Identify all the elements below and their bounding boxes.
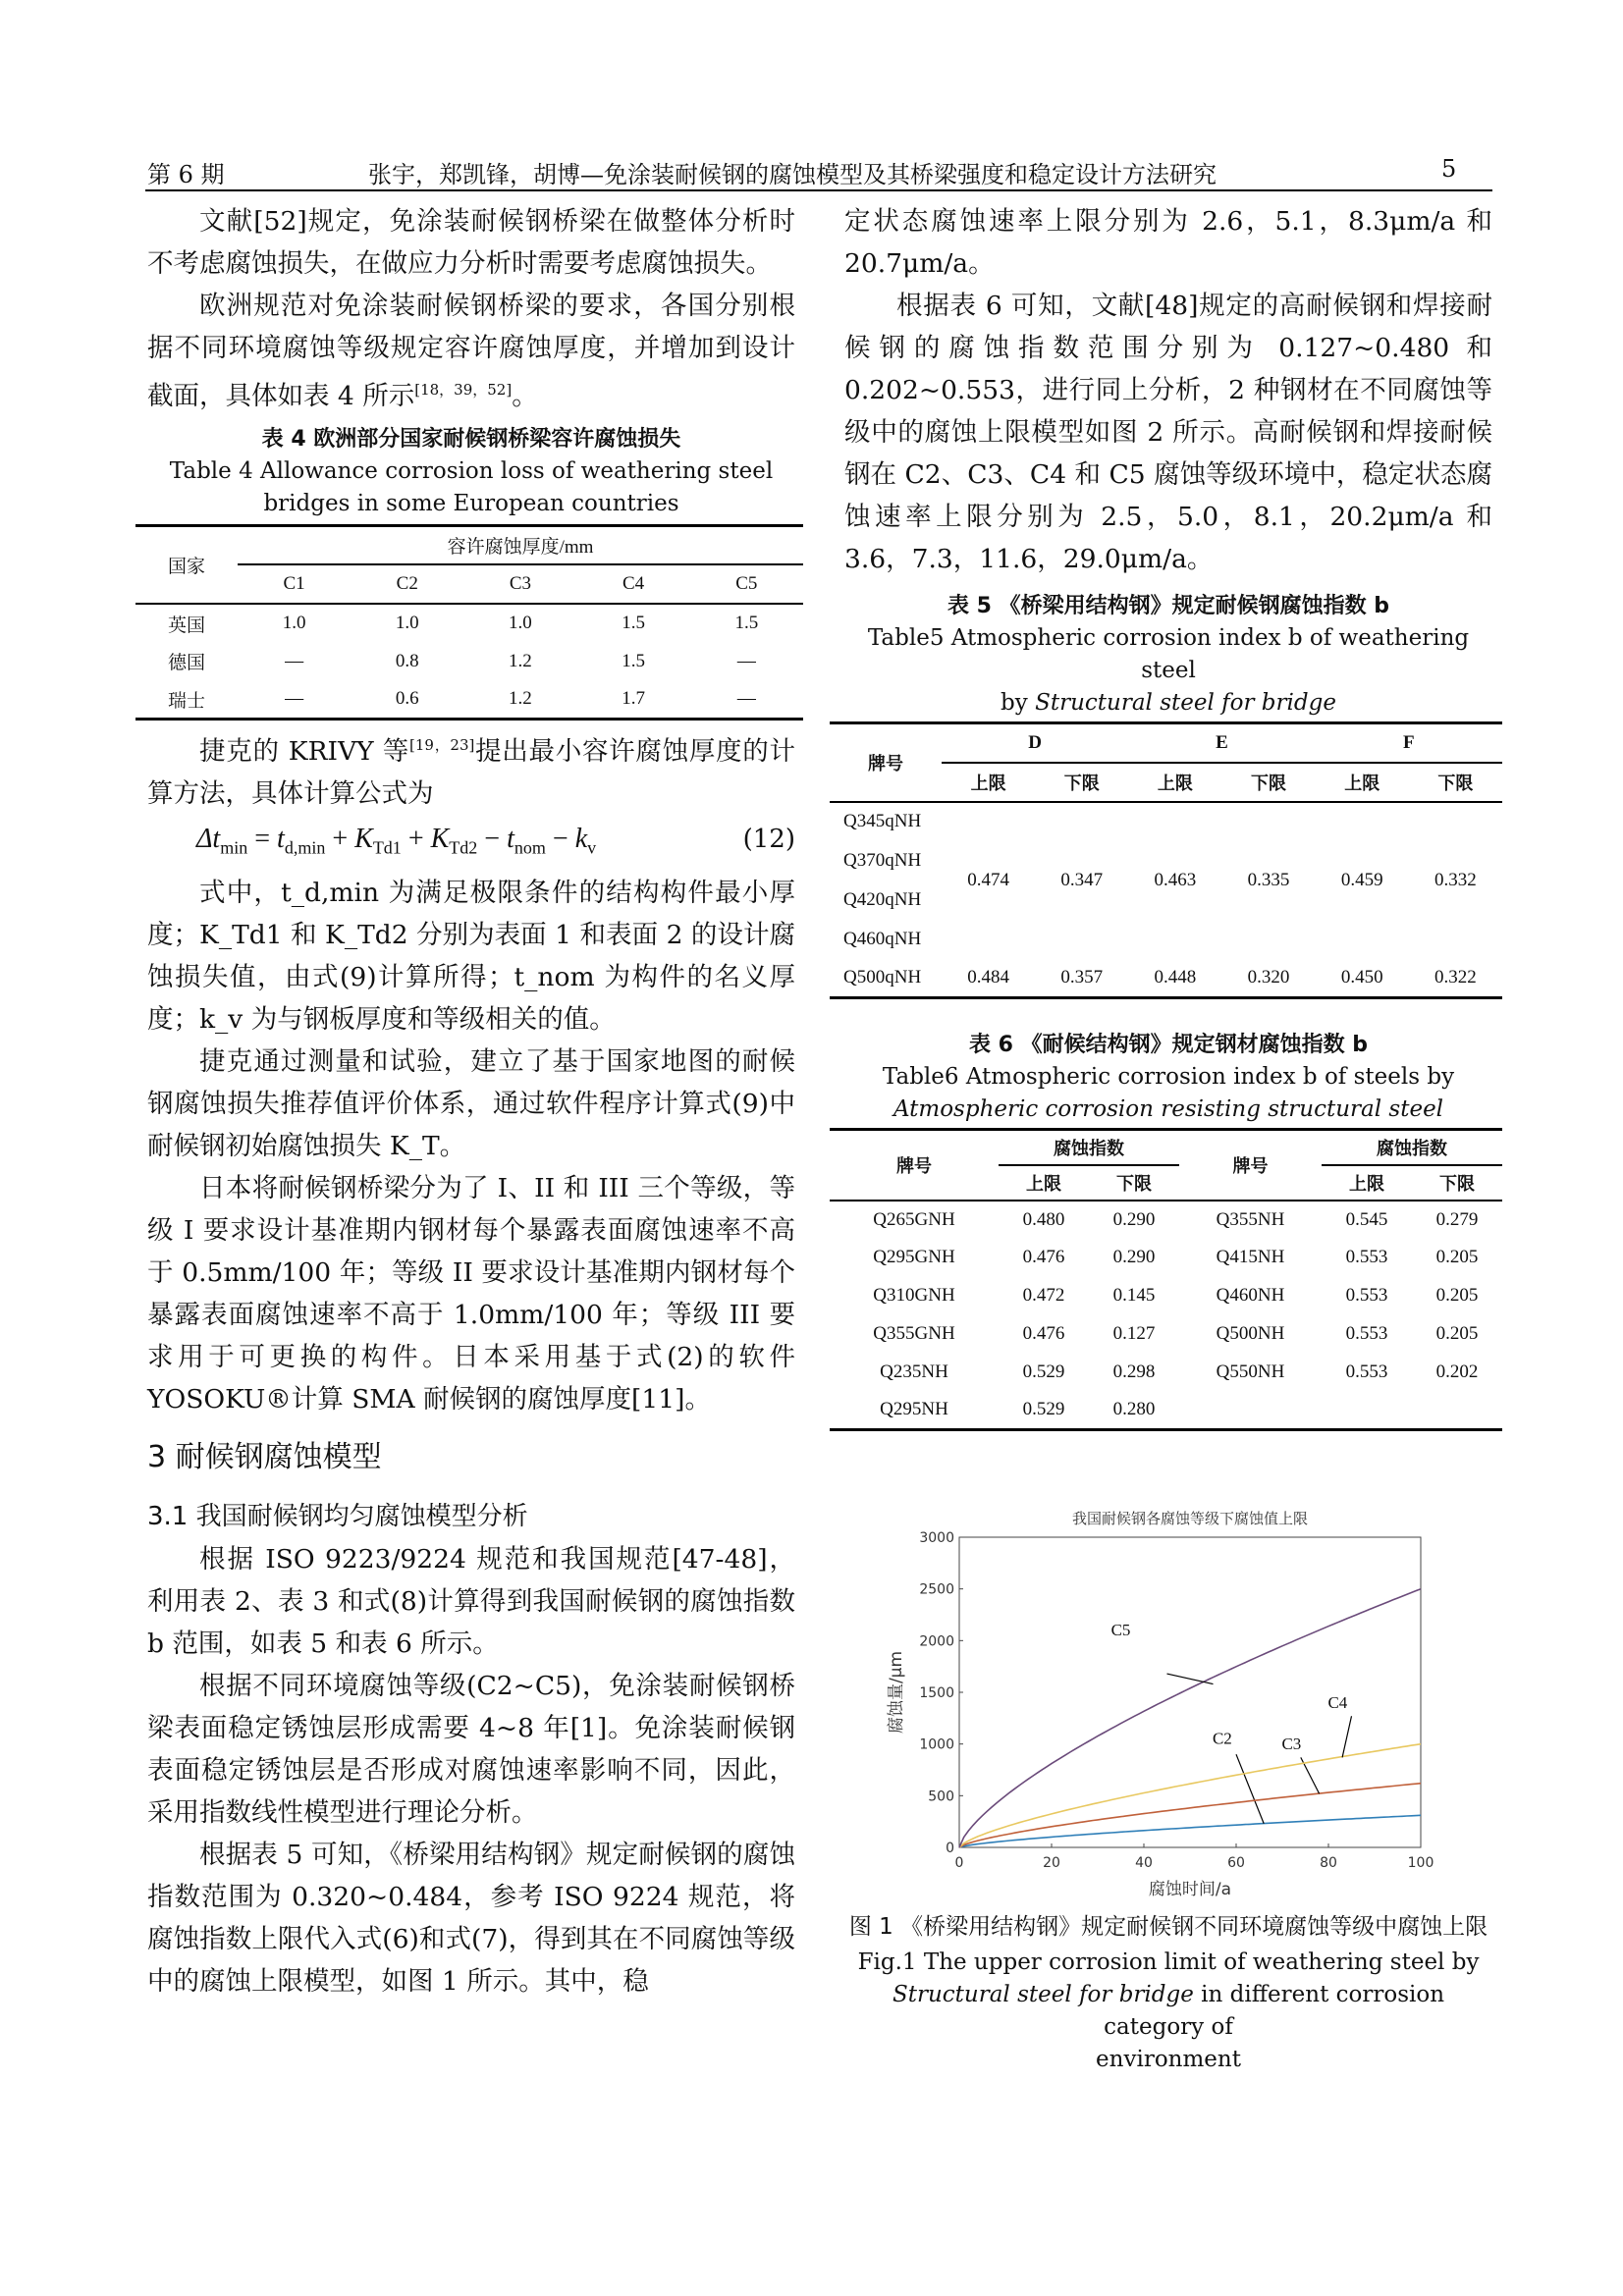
column-header: C1 (283, 573, 305, 595)
x-tick-label: 60 (1227, 1855, 1245, 1871)
table-row (830, 1392, 1502, 1430)
table-cell: 0.290 (1112, 1247, 1156, 1267)
table6-caption-en: Table6 Atmospheric corrosion index b of steels by (882, 1064, 1455, 1090)
page-number: 5 (1441, 155, 1457, 183)
table-cell: 0.320 (1247, 966, 1290, 988)
table-cell: 0.484 (967, 966, 1009, 988)
table-cell: 0.298 (1112, 1362, 1156, 1382)
y-tick-label: 1000 (919, 1736, 954, 1753)
grade-cell: Q500qNH (843, 966, 922, 988)
column-header: 下限 (1251, 773, 1287, 794)
column-group-header: D (942, 723, 1128, 763)
table-cell: Q265GNH (873, 1208, 955, 1230)
figure1-caption-en-3: environment (1096, 2047, 1241, 2072)
table-cell: Q235NH (880, 1362, 948, 1382)
table-cell: 0.202 (1435, 1362, 1479, 1382)
table-cell: 1.2 (509, 688, 532, 710)
column-header: 牌号 (895, 1155, 932, 1177)
table-cell: — (285, 650, 304, 671)
right-column (844, 200, 1492, 2076)
paragraph: 捷克通过测量和试验，建立了基于国家地图的耐候钢腐蚀损失推荐值评价体系，通过软件程序计算式(9)中耐候钢初始腐蚀损失 K_T。 (147, 1046, 795, 1162)
table-cell: 1.0 (509, 613, 532, 634)
paragraph: 根据表 6 可知，文献[48]规定的高耐候钢和焊接耐候钢的腐蚀指数范围分别为 0.127~0.480 和 0.202~0.553，进行同上分析，2 种钢材在不同腐蚀等级中的腐蚀上限模型如图 2 所示。高耐候钢和焊接耐候钢在 C2、C3、C4 和 C5 腐蚀等级环境中，稳定状态腐蚀速率上限分别为 2.5，5.0，8.1，20.2μm/a 和 3.6，7.3，11.6，29.0μm/a。 (844, 291, 1492, 574)
x-tick-label: 100 (1407, 1855, 1434, 1871)
table4-caption-en: Table 4 Allowance corrosion loss of weathering steel bridges in some European countries (169, 457, 774, 516)
paragraph: 文献[52]规定，免涂装耐候钢桥梁在做整体分析时不考虑腐蚀损失，在做应力分析时需要考虑腐蚀损失。 (147, 206, 795, 279)
table6-caption-zh: 表 6 《耐候结构钢》规定钢材腐蚀指数 b (968, 1033, 1369, 1057)
column-header: 上限 (1157, 773, 1193, 794)
table-cell: 0.553 (1345, 1247, 1388, 1267)
column-group-header: E (1128, 723, 1315, 763)
table-row (135, 604, 803, 642)
table-cell: 0.448 (1154, 966, 1197, 988)
equation-row (147, 817, 795, 871)
table-cell: Q295GNH (873, 1247, 955, 1267)
paragraph: 根据表 5 可知，《桥梁用结构钢》规定耐候钢的腐蚀指数范围为 0.320~0.484，参考 ISO 9224 规范，将腐蚀指数上限代入式(6)和式(7)，得到其在不同腐蚀等级中的腐蚀上限模型，如图 1 所示。其中，稳 (147, 1840, 795, 1998)
table-row (830, 1277, 1502, 1315)
table-cell: Q355NH (1216, 1208, 1285, 1230)
paragraph: 式中，t_d,min 为满足极限条件的结构构件最小厚度；K_Td1 和 K_Td2 分别为表面 1 和表面 2 的设计腐蚀损失值，由式(9)计算所得；t_nom 为构件的名义厚度；k_v 为与钢板厚度和等级相关的值。 (147, 878, 795, 1036)
table-cell: 0.322 (1434, 966, 1477, 988)
table-cell (1412, 1392, 1502, 1430)
x-tick-label: 20 (1043, 1855, 1060, 1871)
table-cell: 1.5 (622, 613, 645, 634)
column-header: 上限 (1344, 773, 1380, 794)
table-row (830, 1201, 1502, 1239)
x-tick-label: 80 (1320, 1855, 1337, 1871)
table-cell: Q310GNH (873, 1285, 955, 1306)
table-cell: 0.553 (1345, 1362, 1388, 1382)
y-tick-label: 2500 (919, 1581, 954, 1598)
y-tick-label: 1500 (919, 1685, 954, 1701)
table-cell: 0.8 (395, 650, 419, 671)
column-header: 下限 (1063, 773, 1100, 794)
table-cell: 1.7 (622, 688, 645, 710)
table4 (135, 524, 803, 721)
table-cell: Q500NH (1216, 1323, 1285, 1344)
table-row (830, 1354, 1502, 1392)
table-cell: 0.476 (1022, 1247, 1065, 1267)
x-tick-label: 0 (954, 1855, 964, 1871)
table5-caption-en: Table5 Atmospheric corrosion index b of weathering steel (867, 625, 1470, 683)
table6 (830, 1128, 1502, 1431)
series-label: C5 (1110, 1621, 1131, 1640)
table-cell: 0.205 (1435, 1285, 1479, 1306)
table-row (135, 642, 803, 680)
series-label: C3 (1281, 1734, 1302, 1753)
header-rule (145, 189, 1492, 191)
table-cell: Q550NH (1216, 1362, 1285, 1382)
paragraph: 欧洲规范对免涂装耐候钢桥梁的要求，各国分别根据不同环境腐蚀等级规定容许腐蚀厚度，并增加到设计截面，具体如表 4 所示[18，39，52]。 (147, 291, 795, 411)
table-cell: 0.335 (1247, 870, 1290, 890)
column-header: 上限 (1025, 1173, 1061, 1195)
figure1-caption-zh: 图 1 《桥梁用结构钢》规定耐候钢不同环境腐蚀等级中腐蚀上限 (848, 1914, 1488, 1940)
table-header-row (135, 525, 803, 564)
table-cell: 0.450 (1340, 966, 1383, 988)
table-cell: 0.290 (1112, 1208, 1156, 1230)
table5-caption-en-2: by Structural steel for bridge (1001, 690, 1336, 716)
plot-area (959, 1537, 1421, 1847)
column-header: 下限 (1438, 1173, 1475, 1195)
figure1-chart (884, 1500, 1434, 1902)
table-cell: 0.127 (1112, 1323, 1156, 1344)
table-cell: 0.476 (1022, 1323, 1065, 1344)
column-header: C3 (509, 573, 532, 595)
table-cell: 1.5 (622, 650, 645, 671)
section-heading: 3 耐候钢腐蚀模型 (147, 1440, 382, 1475)
column-header: 上限 (1348, 1173, 1384, 1195)
table-cell: 0.553 (1345, 1285, 1388, 1306)
table-cell: 0.279 (1435, 1208, 1479, 1230)
table-cell: 0.480 (1022, 1208, 1065, 1230)
table-cell: — (285, 688, 304, 710)
column-header: 下限 (1115, 1173, 1152, 1195)
grade-cell: Q420qNH (843, 888, 922, 910)
table-cell: 1.0 (282, 613, 306, 634)
series-label: C4 (1327, 1692, 1348, 1712)
table-cell (1322, 1392, 1412, 1430)
table6-caption-en-2: Atmospheric corrosion resisting structural steel (893, 1096, 1444, 1122)
table-cell: 0.347 (1060, 870, 1104, 890)
equation-12: $\Delta t_{min} = t_{d,min} + K_{Td1} + K_{Td2} - t_{nom} - k_v$ (196, 823, 597, 858)
figure1-caption-en-2: Structural steel for bridge in different corrosion category of (892, 1982, 1445, 2040)
table-cell: 1.2 (509, 650, 532, 671)
table-cell: 1.0 (395, 613, 419, 634)
table-cell: 0.205 (1435, 1323, 1479, 1344)
column-header: 国家 (167, 557, 205, 578)
table-cell: 英国 (167, 614, 205, 636)
table-cell: 0.529 (1022, 1362, 1065, 1382)
table-cell: 0.529 (1022, 1399, 1065, 1420)
grade-cell: Q345qNH (843, 811, 922, 831)
table-cell: 0.357 (1060, 966, 1104, 988)
grade-cell: Q460qNH (843, 928, 922, 949)
table-row (830, 802, 1502, 841)
left-column (147, 200, 795, 2002)
table-cell: 0.472 (1022, 1285, 1065, 1306)
y-tick-label: 0 (946, 1841, 954, 1856)
table-cell: 0.459 (1340, 870, 1383, 890)
column-header: 上限 (970, 773, 1006, 794)
table-cell: 瑞士 (167, 690, 205, 712)
column-header: 牌号 (868, 753, 903, 774)
table-cell (1179, 1392, 1322, 1430)
table-cell: Q355GNH (873, 1323, 955, 1344)
figure1-caption-en: Fig.1 The upper corrosion limit of weathering steel by (857, 1949, 1480, 1975)
table-cell: 0.205 (1435, 1247, 1479, 1267)
table-cell: 0.463 (1154, 870, 1197, 890)
running-title: 张宇，郑凯锋，胡博—免涂装耐候钢的腐蚀模型及其桥梁强度和稳定设计方法研究 (368, 161, 1217, 188)
table-cell: Q415NH (1216, 1247, 1285, 1267)
chart-title: 我国耐候钢各腐蚀等级下腐蚀值上限 (1071, 1510, 1309, 1527)
y-axis-label: 腐蚀量/μm (887, 1650, 906, 1735)
table-row (830, 1239, 1502, 1277)
table5-caption-zh: 表 5 《桥梁用结构钢》规定耐候钢腐蚀指数 b (947, 594, 1390, 618)
column-group-header: 容许腐蚀厚度/mm (238, 525, 803, 564)
column-header: C2 (396, 573, 418, 595)
issue-number: 第 6 期 (147, 161, 225, 188)
table-cell: 0.553 (1345, 1323, 1388, 1344)
table-cell: 0.280 (1112, 1399, 1156, 1420)
column-group-header: 腐蚀指数 (999, 1130, 1179, 1165)
y-tick-label: 500 (928, 1789, 954, 1805)
column-header: C5 (735, 573, 758, 595)
equation-number: (12) (742, 824, 795, 854)
column-header: 牌号 (1232, 1155, 1269, 1177)
table-cell: 0.545 (1345, 1208, 1388, 1230)
table-cell: 德国 (167, 653, 205, 674)
y-tick-label: 3000 (919, 1530, 954, 1546)
table-cell: 0.474 (967, 870, 1009, 890)
x-axis-label: 腐蚀时间/a (1148, 1880, 1232, 1899)
table-cell: 0.332 (1434, 870, 1477, 890)
table-cell: 0.145 (1112, 1285, 1156, 1306)
y-tick-label: 2000 (919, 1633, 954, 1650)
grade-cell: Q370qNH (843, 849, 922, 871)
paragraph: 根据 ISO 9223/9224 规范和我国规范[47-48]，利用表 2、表 3 和式(8)计算得到我国耐候钢的腐蚀指数 b 范围，如表 5 和表 6 所示。 (147, 1544, 795, 1660)
paragraph: 日本将耐候钢桥梁分为了 I、II 和 III 三个等级，等级 I 要求设计基准期内钢材每个暴露表面腐蚀速率不高于 0.5mm/100 年；等级 II 要求设计基准期内钢材每个暴露表面腐蚀速率不高于 1.0mm/100 年；等级 III 要求用于可更换的构件。日本采用基于式(2)的软件 YOSOKU®计算 SMA 耐候钢的腐蚀厚度[11]。 (147, 1173, 795, 1415)
column-group-header: 腐蚀指数 (1322, 1130, 1502, 1165)
column-group-header: F (1316, 723, 1502, 763)
table-row (830, 1315, 1502, 1354)
table-cell: 1.5 (734, 613, 759, 634)
column-header: C4 (622, 573, 645, 595)
table-row (830, 959, 1502, 998)
table-row (135, 680, 803, 719)
column-header: 下限 (1437, 773, 1474, 794)
table5 (830, 721, 1502, 999)
paragraph: 定状态腐蚀速率上限分别为 2.6，5.1，8.3μm/a 和 20.7μm/a。 (844, 206, 1492, 279)
series-label: C2 (1212, 1729, 1232, 1748)
subsection-heading: 3.1 我国耐候钢均匀腐蚀模型分析 (147, 1502, 528, 1532)
table-cell: 0.6 (395, 688, 419, 710)
table4-caption-zh: 表 4 欧洲部分国家耐候钢桥梁容许腐蚀损失 (261, 426, 681, 452)
table-cell: — (736, 688, 756, 710)
x-tick-label: 40 (1135, 1855, 1153, 1871)
table-cell: Q460NH (1216, 1285, 1285, 1306)
table-cell: — (736, 650, 756, 671)
table-cell: Q295NH (880, 1399, 948, 1420)
paragraph: 捷克的 KRIVY 等[19，23]提出最小容许腐蚀厚度的计算方法，具体计算公式为 (147, 735, 796, 809)
paragraph: 根据不同环境腐蚀等级(C2~C5)，免涂装耐候钢桥梁表面稳定锈蚀层形成需要 4~8 年[1]。免涂装耐候钢表面稳定锈蚀层是否形成对腐蚀速率影响不同，因此，采用指数线性模型进行理论分析。 (147, 1671, 795, 1829)
